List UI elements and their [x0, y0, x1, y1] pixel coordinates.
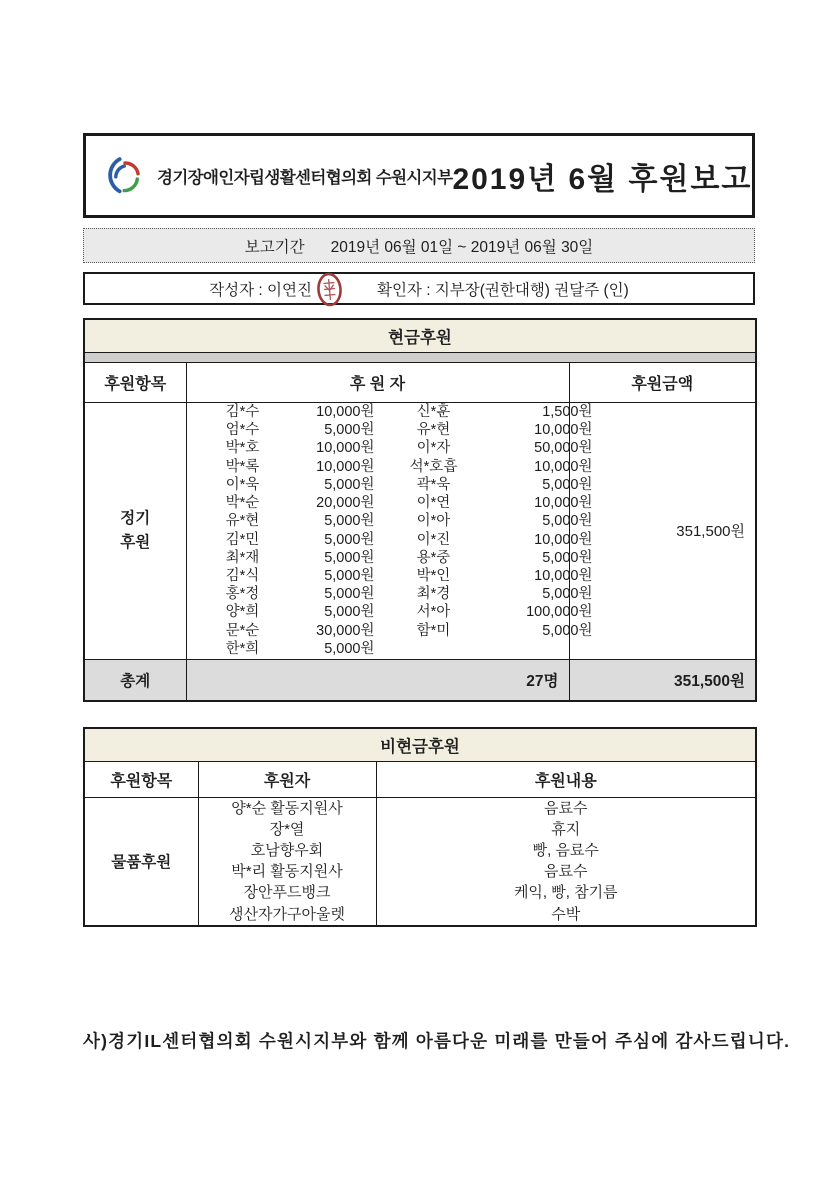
donor-name: 홍*정 [225, 586, 260, 603]
donor-name: 한*희 [225, 640, 260, 657]
donor-name: 곽*욱 [416, 476, 451, 493]
donor-name: 함*미 [416, 622, 451, 639]
divider-strip [84, 352, 756, 362]
donor-name: 신*훈 [416, 404, 451, 421]
cash-category-line: 정기 [120, 509, 151, 527]
cash-donors-cell [186, 402, 593, 659]
noncash-content: 음료수 [544, 799, 588, 817]
approval-stamp-icon [314, 270, 344, 309]
donor-amount: 30,000원 [316, 622, 375, 639]
donor-name: 이*진 [416, 531, 451, 548]
donor-amount: 5,000원 [542, 622, 593, 639]
noncash-category-cell: 물품후원 [84, 797, 198, 926]
checker-label: 확인자 : [376, 281, 435, 299]
donor-name: 이*자 [416, 440, 451, 457]
noncash-donor: 양*순 활동지원사 [231, 799, 343, 817]
noncash-table-title: 비현금후원 [84, 728, 756, 761]
donor-name: 엄*수 [225, 422, 260, 439]
noncash-content-list [377, 798, 756, 925]
noncash-contents-cell [376, 797, 756, 926]
donor-amount: 1,500원 [542, 404, 593, 421]
noncash-content: 케익, 빵, 참기름 [513, 884, 618, 902]
noncash-content: 빵, 음료수 [532, 841, 599, 859]
donor-name: 박*순 [225, 495, 260, 512]
cash-col-header-amount: 후원금액 [569, 362, 756, 402]
writer-name: 이연진 [267, 281, 312, 299]
checker-value: 지부장(권한대행) 권달주 (인) [434, 281, 629, 299]
noncash-donor: 장*열 [269, 820, 305, 838]
donor-amount: 5,000원 [324, 549, 375, 566]
cash-col-header-category: 후원항목 [84, 362, 186, 402]
noncash-col-header-category: 후원항목 [84, 761, 198, 797]
report-header [83, 133, 755, 218]
donor-name: 서*아 [416, 604, 451, 621]
donor-name: 석*호흡 [409, 458, 458, 475]
donor-name: 양*희 [225, 604, 260, 621]
cash-donor-grid [203, 403, 593, 658]
cash-total-label: 총계 [84, 659, 186, 701]
donor-amount: 5,000원 [542, 586, 593, 603]
report-period-value: 2019년 06월 01일 ~ 2019년 06월 30일 [330, 238, 594, 256]
donor-name: 이*아 [416, 513, 451, 530]
noncash-col-header-content: 후원내용 [376, 761, 756, 797]
cash-total-amount: 351,500원 [569, 659, 756, 701]
donor-amount: 5,000원 [324, 640, 375, 657]
report-period-bar [83, 228, 755, 263]
donor-amount: 5,000원 [542, 513, 593, 530]
donor-amount: 5,000원 [324, 586, 375, 603]
donor-name: 김*민 [225, 531, 260, 548]
donor-name: 문*순 [225, 622, 260, 639]
signer-bar [83, 272, 755, 305]
report-title: 2019년 6월 후원보고 [452, 162, 753, 196]
donor-amount: 10,000원 [316, 440, 375, 457]
donor-name: 유*현 [416, 422, 451, 439]
noncash-donor: 호남향우회 [250, 841, 324, 859]
noncash-donors-cell [198, 797, 376, 926]
cash-amount-cell: 351,500원 [569, 402, 756, 659]
donor-amount: 10,000원 [534, 458, 593, 475]
donor-amount: 10,000원 [534, 567, 593, 584]
writer-label: 작성자 : [209, 281, 268, 299]
donor-name [375, 640, 493, 658]
donor-amount: 5,000원 [324, 567, 375, 584]
org-logo-icon [102, 153, 148, 199]
donor-name: 최*재 [225, 549, 260, 566]
donor-name: 김*수 [225, 404, 260, 421]
donor-amount: 5,000원 [542, 476, 593, 493]
donor-amount: 5,000원 [324, 531, 375, 548]
noncash-content: 휴지 [551, 820, 581, 838]
donor-amount: 5,000원 [324, 513, 375, 530]
noncash-donor: 장안푸드뱅크 [243, 884, 331, 902]
donor-amount: 5,000원 [324, 604, 375, 621]
donor-amount: 10,000원 [316, 458, 375, 475]
donor-name: 이*욱 [225, 476, 260, 493]
noncash-donor: 생산자가구아울렛 [229, 905, 345, 923]
noncash-donor-list [199, 798, 376, 925]
donor-amount: 5,000원 [324, 476, 375, 493]
cash-table-title: 현금후원 [84, 319, 756, 352]
donor-name: 박*인 [416, 567, 451, 584]
noncash-content: 음료수 [544, 863, 588, 881]
donor-amount: 10,000원 [534, 422, 593, 439]
cash-col-header-donor: 후 원 자 [186, 362, 569, 402]
donor-amount: 100,000원 [526, 604, 593, 621]
org-name: 경기장애인자립생활센터협의회 수원시지부 [157, 168, 453, 187]
cash-total-count: 27명 [186, 659, 569, 701]
cash-category-cell [84, 402, 186, 659]
report-period-label: 보고기간 [244, 238, 305, 256]
donor-amount [493, 640, 593, 658]
cash-donation-table [83, 318, 757, 702]
footer-thankyou-note: 사)경기IL센터협의회 수원시지부와 함께 아름다운 미래를 만들어 주심에 감사드립니다. [83, 1031, 791, 1051]
donor-name: 박*호 [225, 440, 260, 457]
noncash-donation-table [83, 727, 757, 927]
donor-amount: 5,000원 [542, 549, 593, 566]
noncash-donor: 박*리 활동지원사 [231, 863, 343, 881]
donor-amount: 10,000원 [534, 531, 593, 548]
donor-amount: 20,000원 [316, 495, 375, 512]
donor-name: 김*식 [225, 567, 260, 584]
noncash-col-header-donor: 후원자 [198, 761, 376, 797]
donor-name: 이*연 [416, 495, 451, 512]
donor-name: 유*현 [225, 513, 260, 530]
donor-amount: 10,000원 [316, 404, 375, 421]
org-brand [102, 153, 452, 199]
donor-amount: 5,000원 [324, 422, 375, 439]
donor-amount: 50,000원 [534, 440, 593, 457]
donor-name: 박*록 [225, 458, 260, 475]
donor-name: 최*경 [416, 586, 451, 603]
noncash-content: 수박 [551, 905, 581, 923]
cash-category-line: 후원 [120, 533, 151, 551]
donor-name: 용*중 [416, 549, 451, 566]
donor-amount: 10,000원 [534, 495, 593, 512]
